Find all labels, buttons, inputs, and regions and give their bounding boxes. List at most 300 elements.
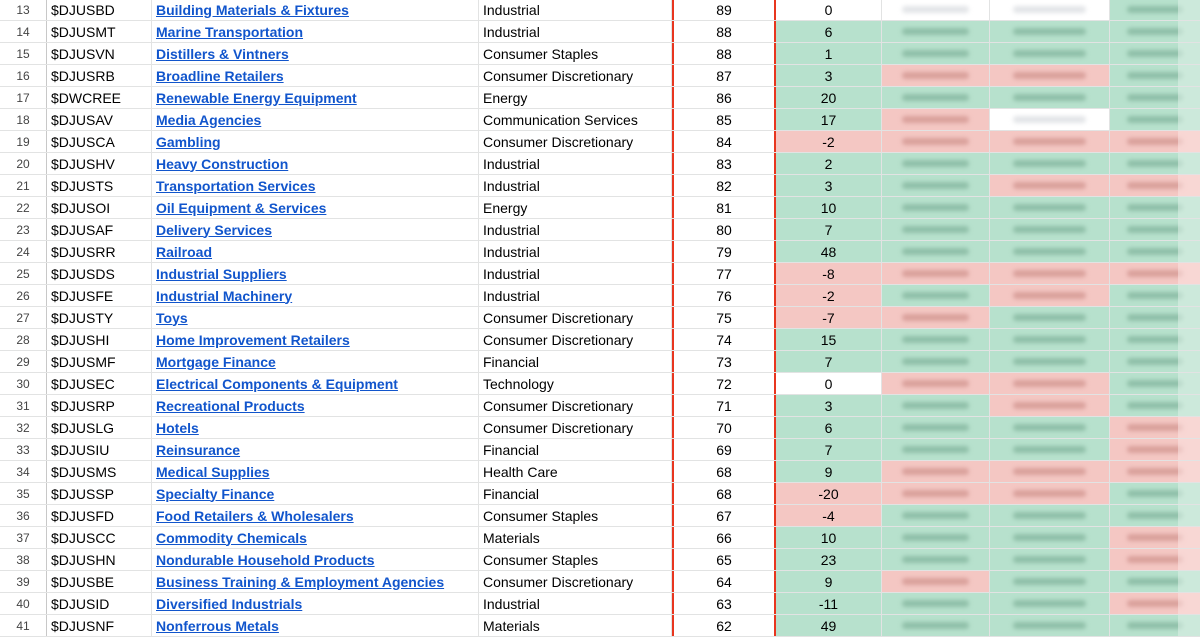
change-cell[interactable]: 6: [776, 21, 882, 42]
industry-name-cell[interactable]: [152, 351, 479, 372]
blurred-cell-1[interactable]: [882, 461, 990, 482]
industry-name-cell[interactable]: [152, 549, 479, 570]
row-number[interactable]: 20: [0, 153, 47, 174]
change-cell[interactable]: 0: [776, 0, 882, 20]
sector-cell[interactable]: Consumer Staples: [479, 505, 672, 526]
industry-link[interactable]: Commodity Chemicals: [156, 529, 307, 546]
industry-link[interactable]: Recreational Products: [156, 397, 305, 414]
ticker-cell[interactable]: $DJUSRR: [47, 241, 152, 262]
sector-cell[interactable]: Industrial: [479, 175, 672, 196]
rank-cell[interactable]: 80: [672, 219, 776, 240]
blurred-cell-3[interactable]: [1110, 593, 1200, 614]
change-cell[interactable]: 20: [776, 87, 882, 108]
blurred-cell-1[interactable]: [882, 417, 990, 438]
industry-name-cell[interactable]: [152, 43, 479, 64]
blurred-cell-3[interactable]: [1110, 395, 1200, 416]
industry-link[interactable]: Mortgage Finance: [156, 353, 276, 370]
blurred-cell-3[interactable]: [1110, 65, 1200, 86]
industry-name-cell[interactable]: [152, 21, 479, 42]
blurred-cell-3[interactable]: [1110, 131, 1200, 152]
redacted-value: [902, 138, 968, 145]
rank-cell[interactable]: 64: [672, 571, 776, 592]
blurred-cell-3[interactable]: [1110, 549, 1200, 570]
blurred-cell-2[interactable]: [990, 395, 1110, 416]
ticker-cell[interactable]: $DJUSFD: [47, 505, 152, 526]
change-cell[interactable]: -8: [776, 263, 882, 284]
sector-cell[interactable]: Industrial: [479, 21, 672, 42]
ticker-cell[interactable]: $DJUSRB: [47, 65, 152, 86]
blurred-cell-2[interactable]: [990, 109, 1110, 130]
table-row: [0, 483, 1200, 505]
industry-name-cell[interactable]: [152, 285, 479, 306]
sector-cell[interactable]: Consumer Discretionary: [479, 329, 672, 350]
blurred-cell-1[interactable]: [882, 175, 990, 196]
blurred-cell-2[interactable]: [990, 241, 1110, 262]
rank-cell[interactable]: 72: [672, 373, 776, 394]
blurred-cell-3[interactable]: [1110, 373, 1200, 394]
blurred-cell-3[interactable]: [1110, 0, 1200, 20]
row-number[interactable]: 25: [0, 263, 47, 284]
industry-link[interactable]: Broadline Retailers: [156, 67, 284, 84]
sector-cell[interactable]: Technology: [479, 373, 672, 394]
change-cell[interactable]: -4: [776, 505, 882, 526]
change-cell[interactable]: -20: [776, 483, 882, 504]
rank-cell[interactable]: 85: [672, 109, 776, 130]
row-number[interactable]: 21: [0, 175, 47, 196]
industry-link[interactable]: Industrial Machinery: [156, 287, 293, 304]
sector-cell[interactable]: Industrial: [479, 241, 672, 262]
industry-link[interactable]: Reinsurance: [156, 441, 241, 458]
row-number[interactable]: 31: [0, 395, 47, 416]
blurred-cell-3[interactable]: [1110, 527, 1200, 548]
sector-cell[interactable]: Industrial: [479, 219, 672, 240]
industry-link[interactable]: Medical Supplies: [156, 463, 270, 480]
rank-cell[interactable]: 86: [672, 87, 776, 108]
sector-cell[interactable]: Industrial: [479, 285, 672, 306]
industry-link[interactable]: Transportation Services: [156, 177, 316, 194]
blurred-cell-3[interactable]: [1110, 153, 1200, 174]
ticker-cell[interactable]: $DJUSMF: [47, 351, 152, 372]
ticker-cell[interactable]: $DJUSEC: [47, 373, 152, 394]
blurred-cell-1[interactable]: [882, 439, 990, 460]
blurred-cell-1[interactable]: [882, 373, 990, 394]
blurred-cell-3[interactable]: [1110, 109, 1200, 130]
ticker-cell[interactable]: $DJUSAF: [47, 219, 152, 240]
blurred-cell-1[interactable]: [882, 65, 990, 86]
row-number[interactable]: 33: [0, 439, 47, 460]
industry-name-cell[interactable]: [152, 219, 479, 240]
ticker-cell[interactable]: $DJUSMS: [47, 461, 152, 482]
row-number[interactable]: 15: [0, 43, 47, 64]
blurred-cell-1[interactable]: [882, 43, 990, 64]
industry-name-cell[interactable]: [152, 153, 479, 174]
industry-name-cell[interactable]: [152, 307, 479, 328]
sector-cell[interactable]: Industrial: [479, 153, 672, 174]
rank-cell[interactable]: 76: [672, 285, 776, 306]
blurred-cell-1[interactable]: [882, 329, 990, 350]
blurred-cell-1[interactable]: [882, 109, 990, 130]
blurred-cell-2[interactable]: [990, 219, 1110, 240]
blurred-cell-2[interactable]: [990, 43, 1110, 64]
change-cell[interactable]: 48: [776, 241, 882, 262]
sector-cell[interactable]: Consumer Discretionary: [479, 131, 672, 152]
blurred-cell-2[interactable]: [990, 417, 1110, 438]
row-number[interactable]: 19: [0, 131, 47, 152]
industry-name-cell[interactable]: [152, 373, 479, 394]
sector-cell[interactable]: Financial: [479, 439, 672, 460]
sector-cell[interactable]: Consumer Discretionary: [479, 307, 672, 328]
blurred-cell-2[interactable]: [990, 87, 1110, 108]
blurred-cell-1[interactable]: [882, 593, 990, 614]
industry-link[interactable]: Food Retailers & Wholesalers: [156, 507, 354, 524]
blurred-cell-2[interactable]: [990, 351, 1110, 372]
edge-strip: [1178, 395, 1200, 416]
change-cell[interactable]: 9: [776, 461, 882, 482]
rank-cell[interactable]: 88: [672, 43, 776, 64]
row-number[interactable]: 27: [0, 307, 47, 328]
industry-link[interactable]: Distillers & Vintners: [156, 45, 289, 62]
ticker-cell[interactable]: $DJUSLG: [47, 417, 152, 438]
row-number[interactable]: 18: [0, 109, 47, 130]
row-number[interactable]: 16: [0, 65, 47, 86]
blurred-cell-1[interactable]: [882, 483, 990, 504]
ticker-cell[interactable]: $DJUSHN: [47, 549, 152, 570]
industry-name-cell[interactable]: [152, 505, 479, 526]
blurred-cell-3[interactable]: [1110, 351, 1200, 372]
ticker-cell[interactable]: $DJUSTS: [47, 175, 152, 196]
rank-cell[interactable]: 62: [672, 615, 776, 636]
industry-name-cell[interactable]: [152, 329, 479, 350]
blurred-cell-3[interactable]: [1110, 241, 1200, 262]
change-cell[interactable]: 23: [776, 549, 882, 570]
blurred-cell-1[interactable]: [882, 197, 990, 218]
rank-cell[interactable]: 75: [672, 307, 776, 328]
blurred-cell-3[interactable]: [1110, 43, 1200, 64]
industry-name-cell[interactable]: [152, 395, 479, 416]
blurred-cell-2[interactable]: [990, 0, 1110, 20]
change-cell[interactable]: -7: [776, 307, 882, 328]
sector-cell[interactable]: Materials: [479, 527, 672, 548]
ticker-cell[interactable]: $DJUSIU: [47, 439, 152, 460]
row-number[interactable]: 13: [0, 0, 47, 20]
change-cell[interactable]: 17: [776, 109, 882, 130]
edge-strip: [1178, 65, 1200, 86]
industry-link[interactable]: Nonferrous Metals: [156, 617, 279, 634]
change-cell[interactable]: 15: [776, 329, 882, 350]
blurred-cell-2[interactable]: [990, 505, 1110, 526]
rank-cell[interactable]: 84: [672, 131, 776, 152]
industry-name-cell[interactable]: [152, 439, 479, 460]
rank-cell[interactable]: 73: [672, 351, 776, 372]
blurred-cell-2[interactable]: [990, 549, 1110, 570]
row-number[interactable]: 24: [0, 241, 47, 262]
rank-cell[interactable]: 74: [672, 329, 776, 350]
blurred-cell-1[interactable]: [882, 241, 990, 262]
table-row: [0, 109, 1200, 131]
industry-link[interactable]: Home Improvement Retailers: [156, 331, 350, 348]
blurred-cell-3[interactable]: [1110, 615, 1200, 636]
industry-link[interactable]: Delivery Services: [156, 221, 272, 238]
industry-name-cell[interactable]: [152, 263, 479, 284]
blurred-cell-3[interactable]: [1110, 263, 1200, 284]
blurred-cell-1[interactable]: [882, 527, 990, 548]
blurred-cell-2[interactable]: [990, 615, 1110, 636]
industry-name-cell[interactable]: [152, 461, 479, 482]
industry-name-cell[interactable]: [152, 241, 479, 262]
rank-cell[interactable]: 79: [672, 241, 776, 262]
blurred-cell-3[interactable]: [1110, 571, 1200, 592]
change-cell[interactable]: 7: [776, 439, 882, 460]
row-number[interactable]: 14: [0, 21, 47, 42]
rank-cell[interactable]: 71: [672, 395, 776, 416]
industry-link[interactable]: Heavy Construction: [156, 155, 289, 172]
industry-link[interactable]: Media Agencies: [156, 111, 262, 128]
blurred-cell-1[interactable]: [882, 615, 990, 636]
sector-cell[interactable]: Consumer Staples: [479, 549, 672, 570]
sector-cell[interactable]: Consumer Discretionary: [479, 65, 672, 86]
blurred-cell-2[interactable]: [990, 21, 1110, 42]
blurred-cell-3[interactable]: [1110, 461, 1200, 482]
rank-cell[interactable]: 63: [672, 593, 776, 614]
rank-cell[interactable]: 82: [672, 175, 776, 196]
blurred-cell-3[interactable]: [1110, 483, 1200, 504]
change-cell[interactable]: 7: [776, 219, 882, 240]
blurred-cell-3[interactable]: [1110, 285, 1200, 306]
row-number[interactable]: 38: [0, 549, 47, 570]
sector-cell[interactable]: Industrial: [479, 593, 672, 614]
blurred-cell-2[interactable]: [990, 527, 1110, 548]
row-number[interactable]: 40: [0, 593, 47, 614]
ticker-cell[interactable]: $DJUSAV: [47, 109, 152, 130]
blurred-cell-3[interactable]: [1110, 439, 1200, 460]
rank-cell[interactable]: 81: [672, 197, 776, 218]
ticker-cell[interactable]: $DJUSCC: [47, 527, 152, 548]
blurred-cell-2[interactable]: [990, 461, 1110, 482]
blurred-cell-2[interactable]: [990, 593, 1110, 614]
industry-link[interactable]: Diversified Industrials: [156, 595, 303, 612]
blurred-cell-2[interactable]: [990, 285, 1110, 306]
sector-cell[interactable]: Materials: [479, 615, 672, 636]
sector-cell[interactable]: Consumer Discretionary: [479, 417, 672, 438]
row-number[interactable]: 34: [0, 461, 47, 482]
rank-cell[interactable]: 67: [672, 505, 776, 526]
industry-name-cell[interactable]: [152, 483, 479, 504]
industry-name-cell[interactable]: [152, 527, 479, 548]
blurred-cell-1[interactable]: [882, 0, 990, 20]
rank-cell[interactable]: 89: [672, 0, 776, 20]
blurred-cell-2[interactable]: [990, 65, 1110, 86]
rank-cell[interactable]: 68: [672, 461, 776, 482]
row-number[interactable]: 17: [0, 87, 47, 108]
industry-link[interactable]: Specialty Finance: [156, 485, 275, 502]
ticker-cell[interactable]: $DJUSSP: [47, 483, 152, 504]
redacted-value: [1127, 490, 1183, 497]
blurred-cell-1[interactable]: [882, 285, 990, 306]
sector-cell[interactable]: Industrial: [479, 263, 672, 284]
row-number[interactable]: 26: [0, 285, 47, 306]
blurred-cell-3[interactable]: [1110, 329, 1200, 350]
blurred-cell-3[interactable]: [1110, 307, 1200, 328]
sector-cell[interactable]: Financial: [479, 351, 672, 372]
ticker-cell[interactable]: $DJUSOI: [47, 197, 152, 218]
row-number[interactable]: 39: [0, 571, 47, 592]
industry-link[interactable]: Gambling: [156, 133, 221, 150]
change-cell[interactable]: 0: [776, 373, 882, 394]
blurred-cell-3[interactable]: [1110, 505, 1200, 526]
industry-name-cell[interactable]: [152, 197, 479, 218]
change-cell[interactable]: 10: [776, 527, 882, 548]
blurred-cell-2[interactable]: [990, 373, 1110, 394]
change-cell[interactable]: 10: [776, 197, 882, 218]
sector-cell[interactable]: Consumer Staples: [479, 43, 672, 64]
industry-name-cell[interactable]: [152, 65, 479, 86]
industry-name-cell[interactable]: [152, 571, 479, 592]
blurred-cell-2[interactable]: [990, 131, 1110, 152]
blurred-cell-1[interactable]: [882, 571, 990, 592]
redacted-value: [902, 468, 968, 475]
rank-cell[interactable]: 83: [672, 153, 776, 174]
blurred-cell-2[interactable]: [990, 197, 1110, 218]
ticker-cell[interactable]: $DJUSDS: [47, 263, 152, 284]
blurred-cell-3[interactable]: [1110, 21, 1200, 42]
ticker-cell[interactable]: $DWCREE: [47, 87, 152, 108]
rank-cell[interactable]: 68: [672, 483, 776, 504]
industry-name-cell[interactable]: [152, 615, 479, 636]
ticker-cell[interactable]: $DJUSBE: [47, 571, 152, 592]
row-number[interactable]: 32: [0, 417, 47, 438]
industry-link[interactable]: Renewable Energy Equipment: [156, 89, 357, 106]
industry-link[interactable]: Hotels: [156, 419, 199, 436]
blurred-cell-1[interactable]: [882, 505, 990, 526]
change-cell[interactable]: 1: [776, 43, 882, 64]
sector-cell[interactable]: Health Care: [479, 461, 672, 482]
ticker-cell[interactable]: $DJUSRP: [47, 395, 152, 416]
change-cell[interactable]: 49: [776, 615, 882, 636]
redacted-value: [1127, 424, 1183, 431]
industry-link[interactable]: Marine Transportation: [156, 23, 304, 40]
sector-cell[interactable]: Consumer Discretionary: [479, 571, 672, 592]
sector-cell[interactable]: Financial: [479, 483, 672, 504]
change-cell[interactable]: 3: [776, 65, 882, 86]
rank-cell[interactable]: 69: [672, 439, 776, 460]
row-number[interactable]: 37: [0, 527, 47, 548]
row-number[interactable]: 23: [0, 219, 47, 240]
sector-cell[interactable]: Communication Services: [479, 109, 672, 130]
blurred-cell-2[interactable]: [990, 329, 1110, 350]
industry-name-cell[interactable]: [152, 109, 479, 130]
industry-link[interactable]: Industrial Suppliers: [156, 265, 287, 282]
industry-link[interactable]: Nondurable Household Products: [156, 551, 375, 568]
sector-cell[interactable]: Energy: [479, 197, 672, 218]
blurred-cell-3[interactable]: [1110, 417, 1200, 438]
blurred-cell-2[interactable]: [990, 483, 1110, 504]
change-cell[interactable]: -2: [776, 131, 882, 152]
redacted-value: [902, 358, 968, 365]
industry-name-cell[interactable]: [152, 593, 479, 614]
blurred-cell-2[interactable]: [990, 175, 1110, 196]
industry-link[interactable]: Railroad: [156, 243, 213, 260]
ticker-cell[interactable]: $DJUSNF: [47, 615, 152, 636]
industry-name-cell[interactable]: [152, 0, 479, 20]
ticker-cell[interactable]: $DJUSCA: [47, 131, 152, 152]
change-cell[interactable]: -11: [776, 593, 882, 614]
rank-cell[interactable]: 88: [672, 21, 776, 42]
industry-link[interactable]: Business Training & Employment Agencies: [156, 573, 445, 590]
blurred-cell-3[interactable]: [1110, 197, 1200, 218]
change-cell[interactable]: 3: [776, 175, 882, 196]
rank-cell[interactable]: 66: [672, 527, 776, 548]
row-number[interactable]: 36: [0, 505, 47, 526]
row-number[interactable]: 22: [0, 197, 47, 218]
blurred-cell-1[interactable]: [882, 351, 990, 372]
row-number[interactable]: 28: [0, 329, 47, 350]
industry-name-cell[interactable]: [152, 131, 479, 152]
ticker-cell[interactable]: $DJUSFE: [47, 285, 152, 306]
ticker-cell[interactable]: $DJUSHV: [47, 153, 152, 174]
ticker-cell[interactable]: $DJUSBD: [47, 0, 152, 20]
blurred-cell-3[interactable]: [1110, 175, 1200, 196]
row-number[interactable]: 35: [0, 483, 47, 504]
blurred-cell-1[interactable]: [882, 131, 990, 152]
blurred-cell-1[interactable]: [882, 395, 990, 416]
industry-name-cell[interactable]: [152, 175, 479, 196]
rank-cell[interactable]: 65: [672, 549, 776, 570]
ticker-cell[interactable]: $DJUSTY: [47, 307, 152, 328]
blurred-cell-2[interactable]: [990, 439, 1110, 460]
industry-link[interactable]: Oil Equipment & Services: [156, 199, 327, 216]
change-cell[interactable]: -2: [776, 285, 882, 306]
blurred-cell-2[interactable]: [990, 153, 1110, 174]
ticker-cell[interactable]: $DJUSMT: [47, 21, 152, 42]
change-cell[interactable]: 3: [776, 395, 882, 416]
row-number[interactable]: 30: [0, 373, 47, 394]
ticker-cell[interactable]: $DJUSID: [47, 593, 152, 614]
ticker-cell[interactable]: $DJUSHI: [47, 329, 152, 350]
blurred-cell-3[interactable]: [1110, 219, 1200, 240]
blurred-cell-1[interactable]: [882, 263, 990, 284]
sector-cell[interactable]: Energy: [479, 87, 672, 108]
industry-link[interactable]: Electrical Components & Equipment: [156, 375, 398, 392]
ticker-cell[interactable]: $DJUSVN: [47, 43, 152, 64]
blurred-cell-1[interactable]: [882, 153, 990, 174]
sector-cell[interactable]: Consumer Discretionary: [479, 395, 672, 416]
blurred-cell-1[interactable]: [882, 87, 990, 108]
blurred-cell-1[interactable]: [882, 219, 990, 240]
row-number[interactable]: 41: [0, 615, 47, 636]
rank-cell[interactable]: 70: [672, 417, 776, 438]
blurred-cell-1[interactable]: [882, 21, 990, 42]
industry-name-cell[interactable]: [152, 417, 479, 438]
change-cell[interactable]: 9: [776, 571, 882, 592]
rank-cell[interactable]: 77: [672, 263, 776, 284]
blurred-cell-1[interactable]: [882, 549, 990, 570]
blurred-cell-2[interactable]: [990, 571, 1110, 592]
blurred-cell-2[interactable]: [990, 307, 1110, 328]
redacted-value: [902, 556, 968, 563]
blurred-cell-3[interactable]: [1110, 87, 1200, 108]
change-cell[interactable]: 2: [776, 153, 882, 174]
blurred-cell-2[interactable]: [990, 263, 1110, 284]
blurred-cell-1[interactable]: [882, 307, 990, 328]
rank-cell[interactable]: 87: [672, 65, 776, 86]
industry-name-cell[interactable]: [152, 87, 479, 108]
sector-cell[interactable]: Industrial: [479, 0, 672, 20]
row-number[interactable]: 29: [0, 351, 47, 372]
industry-link[interactable]: Building Materials & Fixtures: [156, 1, 349, 18]
change-cell[interactable]: 7: [776, 351, 882, 372]
change-cell[interactable]: 6: [776, 417, 882, 438]
industry-link[interactable]: Toys: [156, 309, 188, 326]
